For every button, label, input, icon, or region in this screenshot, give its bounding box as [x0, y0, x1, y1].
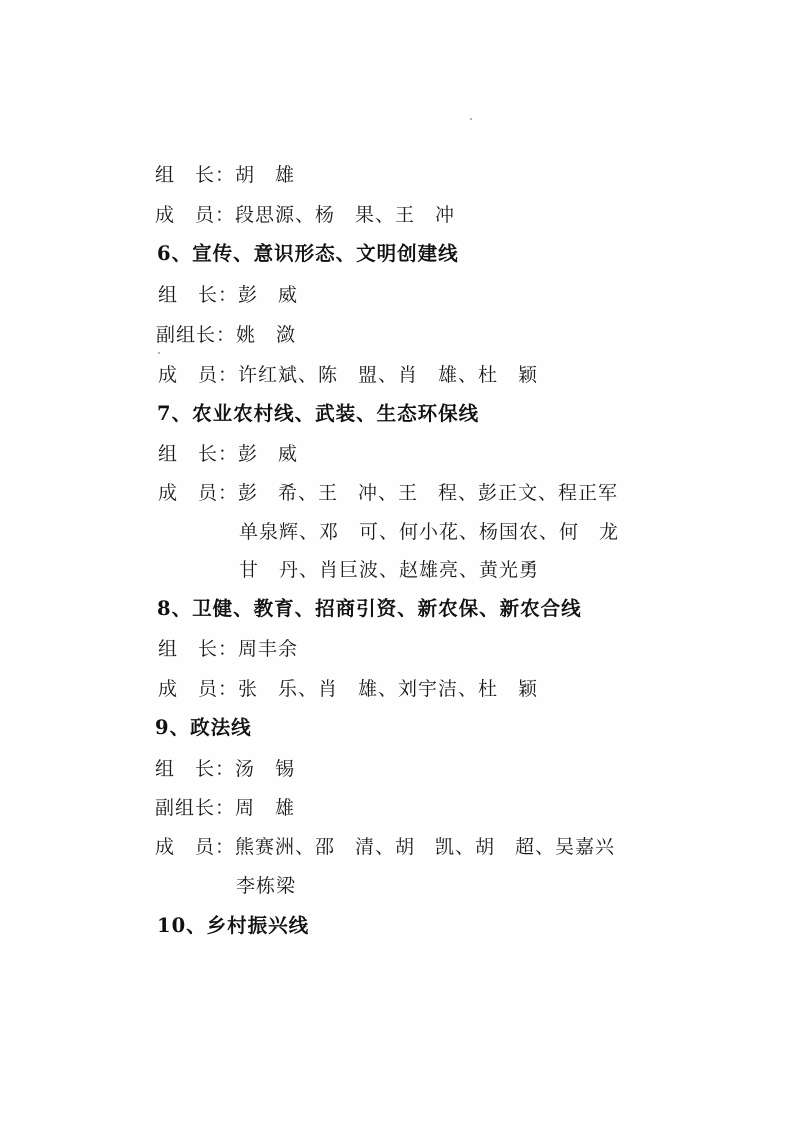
section-10-heading: 10、乡村振兴线 [157, 914, 310, 937]
section-8-leader: 组 长：周丰余 [158, 638, 299, 660]
section-9-leader: 组 长：汤 锡 [155, 758, 296, 780]
group-5-members: 成 员：段思源、杨 果、王 冲 [155, 204, 456, 226]
group-5-leader: 组 长：胡 雄 [155, 164, 296, 186]
section-7-leader: 组 长：彭 威 [158, 443, 299, 465]
scan-speck [158, 352, 160, 354]
section-7-members-cont-1: 单泉辉、邓 可、何小花、杨国农、何 龙 [239, 521, 620, 543]
section-6-members: 成 员：许红斌、陈 盟、肖 雄、杜 颖 [158, 364, 539, 386]
section-7-members: 成 员：彭 希、王 冲、王 程、彭正文、程正军 [158, 482, 619, 504]
section-7-heading: 7、农业农村线、武装、生态环保线 [157, 402, 480, 425]
section-8-members: 成 员：张 乐、肖 雄、刘宇洁、杜 颖 [158, 678, 539, 700]
section-6-leader: 组 长：彭 威 [158, 284, 299, 306]
section-9-members-cont: 李栋梁 [236, 875, 297, 897]
section-9-members: 成 员：熊赛洲、邵 清、胡 凯、胡 超、吴嘉兴 [155, 836, 616, 858]
section-8-heading: 8、卫健、教育、招商引资、新农保、新农合线 [157, 597, 582, 620]
scan-speck [470, 118, 472, 120]
section-7-members-cont-2: 甘 丹、肖巨波、赵雄亮、黄光勇 [239, 559, 540, 581]
section-6-heading: 6、宣传、意识形态、文明创建线 [157, 242, 459, 265]
section-9-heading: 9、政法线 [155, 716, 252, 739]
section-6-deputy-leader: 副组长：姚 潋 [156, 324, 297, 346]
section-9-deputy-leader: 副组长：周 雄 [155, 797, 296, 819]
